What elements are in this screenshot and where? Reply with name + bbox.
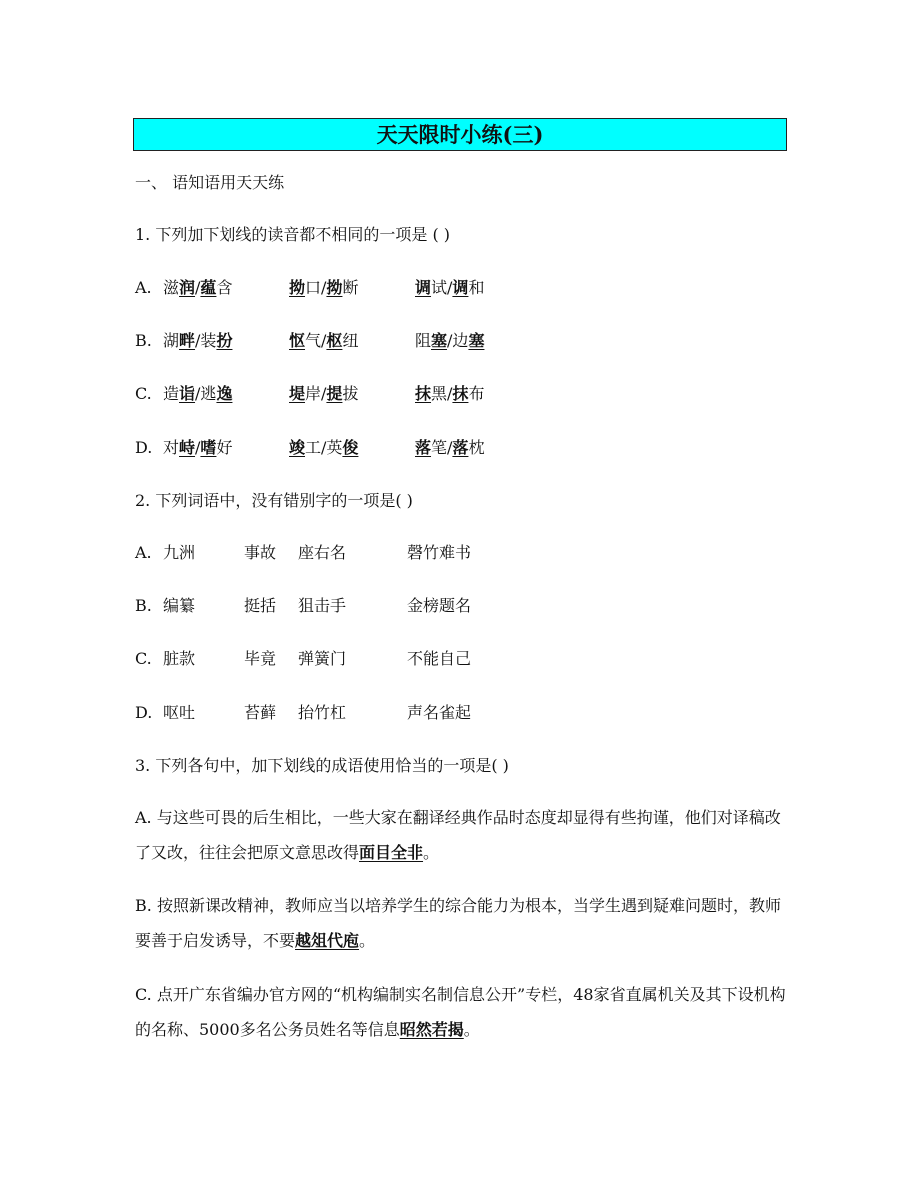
word-pair xyxy=(415,277,484,299)
text-segment: 口/ xyxy=(305,278,327,297)
underlined-char: 拗 xyxy=(326,278,343,297)
underlined-char: 峙 xyxy=(179,438,196,457)
option-paragraph xyxy=(135,800,795,870)
text-segment: 含 xyxy=(216,278,233,297)
underlined-char: 落 xyxy=(452,438,469,457)
text-segment: 拔 xyxy=(342,384,359,403)
text-segment: 对 xyxy=(163,438,180,457)
word: 挺括 xyxy=(244,596,277,615)
underlined-char: 畔 xyxy=(179,331,196,350)
underlined-char: 调 xyxy=(452,278,469,297)
underlined-char: 嗜 xyxy=(200,438,217,457)
word-pair xyxy=(415,383,484,405)
text-segment: 湖 xyxy=(163,331,180,350)
question-2-stem: 2. 下列词语中，没有错别字的一项是( ) xyxy=(135,491,413,510)
text-segment: 试/ xyxy=(431,278,453,297)
page-title: 天天限时小练(三) xyxy=(133,118,787,151)
word: 金榜题名 xyxy=(407,596,472,615)
underlined-char: 堤 xyxy=(289,384,306,403)
word-pair xyxy=(289,277,358,299)
underlined-char: 提 xyxy=(326,384,343,403)
word-pair xyxy=(415,437,484,459)
word-pair xyxy=(289,383,358,405)
word-pair xyxy=(415,330,484,352)
option-label: A. xyxy=(135,278,152,297)
text-segment: /边 xyxy=(447,331,469,350)
word-pair xyxy=(163,277,232,299)
option-paragraph xyxy=(135,888,795,958)
underlined-char: 枢 xyxy=(326,331,343,350)
option-row xyxy=(135,330,795,352)
underlined-char: 抹 xyxy=(415,384,432,403)
underlined-idiom: 越俎代庖 xyxy=(295,931,360,950)
word: 事故 xyxy=(244,543,277,562)
section-heading: 一、 语知语用天天练 xyxy=(135,173,285,192)
option-row xyxy=(135,437,795,459)
underlined-char: 抹 xyxy=(452,384,469,403)
text-segment: 和 xyxy=(468,278,485,297)
text-segment: 黑/ xyxy=(431,384,453,403)
underlined-char: 落 xyxy=(415,438,432,457)
underlined-char: 扮 xyxy=(216,331,233,350)
option-text: 与这些可畏的后生相比，一些大家在翻译经典作品时态度却显得有些拘谨，他们对译稿改了又改，往往会把原文意思改得 xyxy=(135,808,781,862)
text-segment: 布 xyxy=(468,384,485,403)
underlined-char: 塞 xyxy=(431,331,448,350)
word-pair xyxy=(163,383,232,405)
option-row xyxy=(135,702,795,724)
underlined-char: 逸 xyxy=(216,384,233,403)
punctuation: 。 xyxy=(359,931,376,950)
option-label: C. xyxy=(135,985,157,1004)
punctuation: 。 xyxy=(423,843,440,862)
text-segment: 纽 xyxy=(342,331,359,350)
option-text: 按照新课改精神，教师应当以培养学生的综合能力为根本，当学生遇到疑难问题时，教师要善于启发诱导，不要 xyxy=(135,896,781,950)
underlined-idiom: 面目全非 xyxy=(359,843,424,862)
word-pair xyxy=(289,437,358,459)
option-label: D. xyxy=(135,438,153,457)
word: 弹簧门 xyxy=(298,649,347,668)
word: 座右名 xyxy=(298,543,347,562)
option-label: A. xyxy=(135,543,152,562)
question-3-stem: 3. 下列各句中，加下划线的成语使用恰当的一项是( ) xyxy=(135,756,509,775)
option-label: B. xyxy=(135,331,152,350)
word: 毕竟 xyxy=(244,649,277,668)
word: 编纂 xyxy=(163,596,196,615)
text-segment: 工/英 xyxy=(305,438,343,457)
word: 九洲 xyxy=(163,543,196,562)
word: 呕吐 xyxy=(163,703,196,722)
text-segment: 笔/ xyxy=(431,438,453,457)
option-label: B. xyxy=(135,896,157,915)
option-label: B. xyxy=(135,596,152,615)
text-segment: / xyxy=(195,438,201,457)
text-segment: 枕 xyxy=(468,438,485,457)
option-label: C. xyxy=(135,649,152,668)
text-segment: / xyxy=(195,278,201,297)
underlined-idiom: 昭然若揭 xyxy=(399,1020,464,1039)
option-label: D. xyxy=(135,703,153,722)
word-pair xyxy=(163,437,232,459)
underlined-char: 调 xyxy=(415,278,432,297)
option-row xyxy=(135,383,795,405)
underlined-char: 竣 xyxy=(289,438,306,457)
option-row xyxy=(135,277,795,299)
text-segment: 造 xyxy=(163,384,180,403)
word: 磬竹难书 xyxy=(407,543,472,562)
word: 狙击手 xyxy=(298,596,347,615)
underlined-char: 俊 xyxy=(342,438,359,457)
option-row xyxy=(135,595,795,617)
word-pair xyxy=(289,330,358,352)
text-segment: 岸/ xyxy=(305,384,327,403)
option-row xyxy=(135,542,795,564)
underlined-char: 塞 xyxy=(468,331,485,350)
underlined-char: 诣 xyxy=(179,384,196,403)
word: 苔藓 xyxy=(244,703,277,722)
option-label: A. xyxy=(135,808,157,827)
question-1-stem: 1. 下列加下划线的读音都不相同的一项是 ( ) xyxy=(135,225,451,244)
text-segment: /逃 xyxy=(195,384,217,403)
underlined-char: 拗 xyxy=(289,278,306,297)
text-segment: /装 xyxy=(195,331,217,350)
word: 不能自己 xyxy=(407,649,472,668)
text-segment: 气/ xyxy=(305,331,327,350)
word-pair xyxy=(163,330,232,352)
text-segment: 阻 xyxy=(415,331,432,350)
underlined-char: 润 xyxy=(179,278,196,297)
text-segment: 滋 xyxy=(163,278,180,297)
underlined-char: 蕴 xyxy=(200,278,217,297)
text-segment: 断 xyxy=(342,278,359,297)
underlined-char: 怄 xyxy=(289,331,306,350)
text-segment: 好 xyxy=(216,438,233,457)
option-row xyxy=(135,648,795,670)
option-paragraph xyxy=(135,977,795,1047)
punctuation: 。 xyxy=(463,1020,480,1039)
word: 声名雀起 xyxy=(407,703,472,722)
option-text: 点开广东省编办官方网的“机构编制实名制信息公开”专栏，48家省直属机关及其下设机构的名称、5000多名公务员姓名等信息 xyxy=(135,985,786,1039)
word: 抬竹杠 xyxy=(298,703,347,722)
word: 脏款 xyxy=(163,649,196,668)
option-label: C. xyxy=(135,384,152,403)
